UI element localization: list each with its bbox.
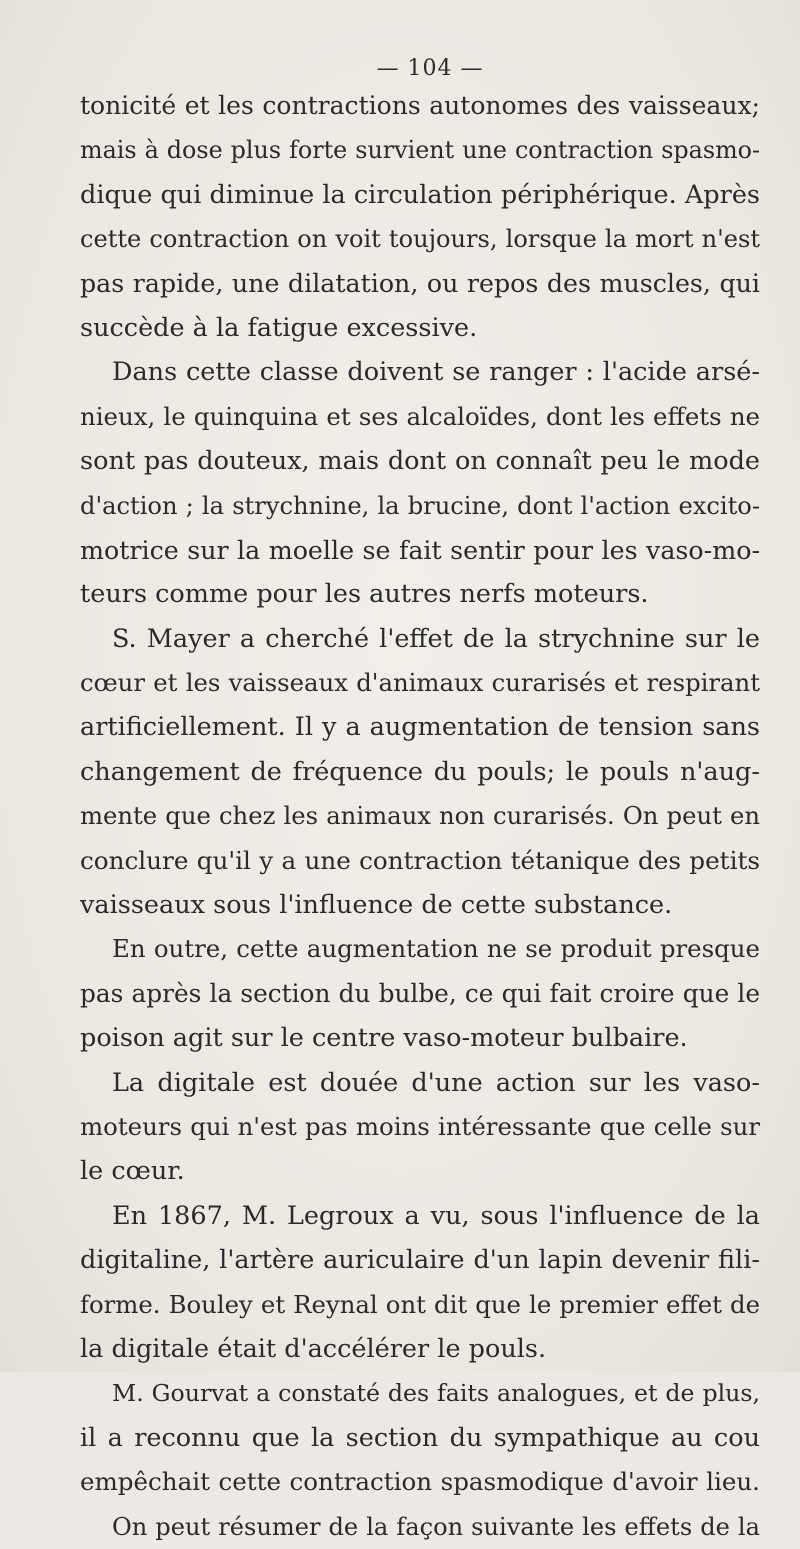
text-line: artificiellement. Il y a augmentation de tension sans	[80, 712, 760, 743]
text-line: En outre, cette augmentation ne se produit presque	[112, 934, 760, 964]
text-line: dique qui diminue la circulation périphérique. Après	[80, 179, 760, 210]
text-line: moteurs qui n'est pas moins intéressante que celle sur	[80, 1111, 760, 1141]
text-line: poison agit sur le centre vaso-moteur bulbaire.	[80, 1023, 688, 1054]
text-line: nieux, le quinquina et ses alcaloïdes, dont les effets ne	[80, 401, 760, 431]
text-line: forme. Bouley et Reynal ont dit que le premier effet de	[80, 1289, 760, 1319]
text-line: S. Mayer a cherché l'effet de la strychnine sur le	[112, 623, 760, 654]
text-line: En 1867, M. Legroux a vu, sous l'influence de la	[112, 1200, 760, 1231]
text-line: conclure qu'il y a une contraction tétanique des petits	[80, 845, 760, 875]
text-line: d'action ; la strychnine, la brucine, dont l'action excito-	[80, 491, 760, 520]
text-line: vaisseaux sous l'influence de cette substance.	[80, 890, 673, 921]
text-line: digitaline, l'artère auriculaire d'un lapin devenir fili-	[80, 1245, 760, 1276]
page-number: — 104 —	[376, 56, 484, 81]
text-line: cœur et les vaisseaux d'animaux curarisés et respirant	[80, 668, 760, 698]
text-line: cette contraction on voit toujours, lorsque la mort n'est	[80, 225, 760, 254]
text-line: tonicité et les contractions autonomes des vaisseaux;	[80, 91, 760, 120]
text-line: motrice sur la moelle se fait sentir pour les vaso-mo-	[80, 534, 760, 565]
text-line: le cœur.	[80, 1156, 185, 1187]
text-line: M. Gourvat a constaté des faits analogues, et de plus,	[112, 1379, 760, 1408]
text-line: On peut résumer de la façon suivante les effets de la	[112, 1512, 760, 1541]
body-text	[80, 84, 760, 1549]
text-line: pas après la section du bulbe, ce qui fait croire que le	[80, 978, 760, 1008]
text-line: il a reconnu que la section du sympathique au cou	[80, 1422, 760, 1453]
text-line: changement de fréquence du pouls; le pouls n'aug-	[80, 756, 760, 787]
text-line: mente que chez les animaux non curarisés. On peut en	[80, 801, 760, 831]
text-line: succède à la fatigue excessive.	[80, 312, 478, 343]
text-line: teurs comme pour les autres nerfs moteurs.	[80, 579, 649, 610]
text-line: pas rapide, une dilatation, ou repos des muscles, qui	[80, 268, 760, 298]
text-line: La digitale est douée d'une action sur les vaso-	[112, 1067, 760, 1098]
text-line: mais à dose plus forte survient une contraction spasmo-	[80, 136, 760, 165]
text-line: sont pas douteux, mais dont on connaît peu le mode	[80, 446, 760, 477]
text-line: empêchait cette contraction spasmodique d'avoir lieu.	[80, 1467, 760, 1497]
text-line: Dans cette classe doivent se ranger : l'acide arsé-	[112, 357, 760, 388]
text-line: la digitale était d'accélérer le pouls.	[80, 1333, 547, 1364]
